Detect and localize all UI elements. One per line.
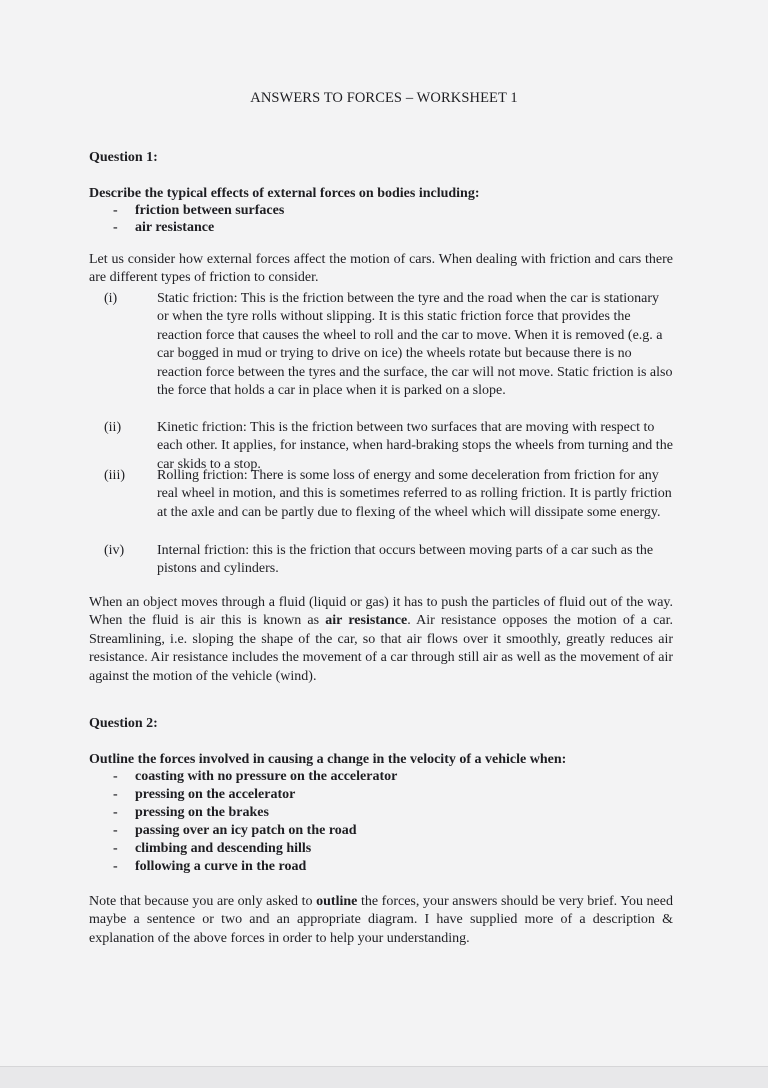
friction-type-item [89, 419, 673, 474]
question-2-heading: Question 2: [89, 716, 158, 731]
air-resistance-paragraph: When an object moves through a fluid (liquid or gas) it has to push the particles of fluid out of the way. When the fluid is air this is known as air resistance. Air resistance opposes the motion of a car. Streamlining, i.e. sloping the shape of the car, so that air flows over it smoothly, greatly reduces air resistance. Air resistance includes the movement of a car through still air as well as the movement of air against the motion of the vehicle (wind). [89, 595, 673, 684]
question-1-bullet: - friction between surfaces [113, 203, 285, 218]
friction-type-item [89, 467, 673, 522]
question-2-bullet: - pressing on the brakes [113, 805, 269, 820]
page-title: ANSWERS TO FORCES – WORKSHEET 1 [250, 90, 518, 106]
item-number: (i) [104, 291, 118, 306]
question-2-prompt: Outline the forces involved in causing a change in the velocity of a vehicle when: [89, 752, 567, 767]
question-1-heading: Question 1: [89, 150, 158, 165]
question-2-bullet: - following a curve in the road [113, 859, 307, 874]
scan-bottom-edge [0, 1066, 768, 1088]
friction-type-item [89, 542, 673, 579]
question-1-prompt: Describe the typical effects of external forces on bodies including: [89, 186, 480, 201]
question-1-bullet: - air resistance [113, 220, 215, 235]
item-text: Static friction: This is the friction between the tyre and the road when the car is stationary or when the tyre rolls without slipping. It is this static friction force that provides the reaction force that causes the wheel to roll and the car to move. When it is removed (e.g. a car bogged in mud or trying to drive on ice) the wheels rotate but because there is no reaction force between the tyres and the surface, the car will not move. Static friction is also the force that holds a car in place when it is parked on a slope. [157, 291, 673, 399]
item-number: (iii) [104, 468, 125, 483]
item-text: Rolling friction: There is some loss of energy and some deceleration from friction for any real wheel in motion, and this is sometimes referred to as rolling friction. It is partly friction at the axle and can be partly due to flexing of the wheel which will dissipate some energy. [157, 468, 672, 520]
question-2-bullet: - coasting with no pressure on the accelerator [113, 769, 398, 784]
item-text: Internal friction: this is the friction that occurs between moving parts of a car such as the pistons and cylinders. [157, 543, 654, 577]
question-2-bullet: - pressing on the accelerator [113, 787, 296, 802]
air-resistance-term: air resistance [325, 613, 408, 629]
outline-term: outline [316, 894, 358, 909]
friction-type-item [89, 290, 673, 400]
item-number: (iv) [104, 543, 125, 558]
item-text: Kinetic friction: This is the friction between two surfaces that are moving with respect to each other. It applies, for instance, when hard-braking stops the wheels from turning and the car skids to a stop. [157, 420, 673, 472]
item-number: (ii) [104, 420, 122, 435]
question-2-bullet: - passing over an icy patch on the road [113, 823, 357, 838]
question-2-bullet: - climbing and descending hills [113, 841, 312, 856]
friction-intro-paragraph: Let us consider how external forces affect the motion of cars. When dealing with friction and cars there are different types of friction to consider. [89, 252, 673, 286]
outline-note-paragraph: Note that because you are only asked to outline the forces, your answers should be very brief. You need maybe a sentence or two and an appropriate diagram. I have supplied more of a description & explanation of the above forces in order to help your understanding. [89, 894, 673, 946]
